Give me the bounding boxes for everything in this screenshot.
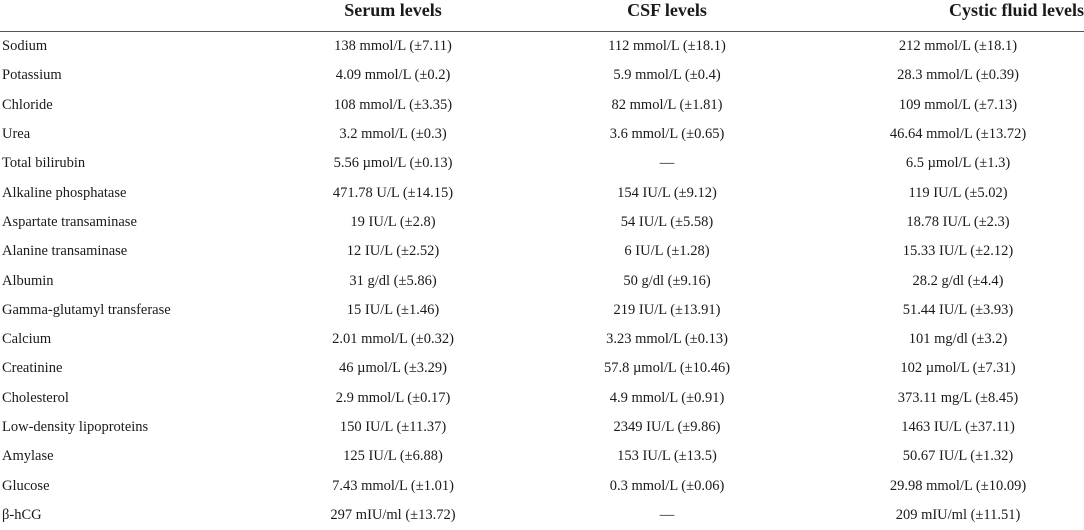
cell-csf-level: 82 mmol/L (±1.81) [530, 91, 804, 120]
cell-serum-level: 31 g/dl (±5.86) [256, 266, 530, 295]
cell-serum-level: 471.78 U/L (±14.15) [256, 178, 530, 207]
cell-serum-level: 2.9 mmol/L (±0.17) [256, 384, 530, 413]
cell-parameter: Urea [0, 120, 256, 149]
cell-serum-level: 3.2 mmol/L (±0.3) [256, 120, 530, 149]
cell-csf-level: — [530, 501, 804, 530]
cell-parameter: Calcium [0, 325, 256, 354]
table-row [0, 208, 1084, 237]
table-row [0, 442, 1084, 471]
cell-cystic-fluid-level: 209 mIU/ml (±11.51) [804, 501, 1084, 530]
cell-parameter: Aspartate transaminase [0, 208, 256, 237]
cell-csf-level: 54 IU/L (±5.58) [530, 208, 804, 237]
cell-cystic-fluid-level: 1463 IU/L (±37.11) [804, 413, 1084, 442]
table-row [0, 178, 1084, 207]
column-header-csf: CSF levels [530, 0, 804, 32]
cell-serum-level: 12 IU/L (±2.52) [256, 237, 530, 266]
cell-cystic-fluid-level: 28.3 mmol/L (±0.39) [804, 61, 1084, 90]
column-header-parameter [0, 0, 256, 32]
cell-serum-level: 7.43 mmol/L (±1.01) [256, 471, 530, 500]
cell-parameter: Potassium [0, 61, 256, 90]
cell-parameter: Low-density lipoproteins [0, 413, 256, 442]
cell-serum-level: 125 IU/L (±6.88) [256, 442, 530, 471]
cell-parameter: Albumin [0, 266, 256, 295]
table-row [0, 413, 1084, 442]
cell-serum-level: 2.01 mmol/L (±0.32) [256, 325, 530, 354]
cell-serum-level: 297 mIU/ml (±13.72) [256, 501, 530, 530]
cell-cystic-fluid-level: 6.5 µmol/L (±1.3) [804, 149, 1084, 178]
cell-cystic-fluid-level: 212 mmol/L (±18.1) [804, 32, 1084, 62]
cell-parameter: Alanine transaminase [0, 237, 256, 266]
table-row [0, 266, 1084, 295]
cell-csf-level: 153 IU/L (±13.5) [530, 442, 804, 471]
table-row [0, 296, 1084, 325]
cell-csf-level: 154 IU/L (±9.12) [530, 178, 804, 207]
cell-csf-level: 57.8 µmol/L (±10.46) [530, 354, 804, 383]
cell-cystic-fluid-level: 373.11 mg/L (±8.45) [804, 384, 1084, 413]
table-row [0, 384, 1084, 413]
cell-serum-level: 19 IU/L (±2.8) [256, 208, 530, 237]
cell-serum-level: 5.56 µmol/L (±0.13) [256, 149, 530, 178]
table-row [0, 501, 1084, 530]
cell-csf-level: 6 IU/L (±1.28) [530, 237, 804, 266]
cell-csf-level: 4.9 mmol/L (±0.91) [530, 384, 804, 413]
cell-csf-level: 0.3 mmol/L (±0.06) [530, 471, 804, 500]
cell-cystic-fluid-level: 102 µmol/L (±7.31) [804, 354, 1084, 383]
table-row [0, 471, 1084, 500]
cell-cystic-fluid-level: 28.2 g/dl (±4.4) [804, 266, 1084, 295]
cell-parameter: Amylase [0, 442, 256, 471]
cell-serum-level: 108 mmol/L (±3.35) [256, 91, 530, 120]
cell-csf-level: 112 mmol/L (±18.1) [530, 32, 804, 62]
cell-parameter: Sodium [0, 32, 256, 62]
cell-serum-level: 46 µmol/L (±3.29) [256, 354, 530, 383]
cell-parameter: β-hCG [0, 501, 256, 530]
cell-parameter: Total bilirubin [0, 149, 256, 178]
column-header-serum: Serum levels [256, 0, 530, 32]
cell-csf-level: 219 IU/L (±13.91) [530, 296, 804, 325]
cell-cystic-fluid-level: 119 IU/L (±5.02) [804, 178, 1084, 207]
cell-serum-level: 4.09 mmol/L (±0.2) [256, 61, 530, 90]
table-row [0, 91, 1084, 120]
cell-cystic-fluid-level: 29.98 mmol/L (±10.09) [804, 471, 1084, 500]
cell-parameter: Gamma-glutamyl transferase [0, 296, 256, 325]
cell-cystic-fluid-level: 50.67 IU/L (±1.32) [804, 442, 1084, 471]
cell-cystic-fluid-level: 18.78 IU/L (±2.3) [804, 208, 1084, 237]
cell-serum-level: 150 IU/L (±11.37) [256, 413, 530, 442]
cell-serum-level: 138 mmol/L (±7.11) [256, 32, 530, 62]
cell-parameter: Alkaline phosphatase [0, 178, 256, 207]
cell-cystic-fluid-level: 51.44 IU/L (±3.93) [804, 296, 1084, 325]
cell-cystic-fluid-level: 46.64 mmol/L (±13.72) [804, 120, 1084, 149]
table-row [0, 237, 1084, 266]
cell-parameter: Chloride [0, 91, 256, 120]
table-row [0, 61, 1084, 90]
table-row [0, 120, 1084, 149]
table-row [0, 32, 1084, 62]
cell-cystic-fluid-level: 15.33 IU/L (±2.12) [804, 237, 1084, 266]
cell-csf-level: — [530, 149, 804, 178]
table-row [0, 149, 1084, 178]
table-header-row [0, 0, 1084, 32]
cell-csf-level: 2349 IU/L (±9.86) [530, 413, 804, 442]
cell-parameter: Glucose [0, 471, 256, 500]
column-header-cystic-fluid: Cystic fluid levels [804, 0, 1084, 32]
cell-cystic-fluid-level: 109 mmol/L (±7.13) [804, 91, 1084, 120]
cell-csf-level: 3.23 mmol/L (±0.13) [530, 325, 804, 354]
cell-csf-level: 5.9 mmol/L (±0.4) [530, 61, 804, 90]
cell-csf-level: 50 g/dl (±9.16) [530, 266, 804, 295]
table-row [0, 325, 1084, 354]
cell-csf-level: 3.6 mmol/L (±0.65) [530, 120, 804, 149]
cell-parameter: Creatinine [0, 354, 256, 383]
cell-serum-level: 15 IU/L (±1.46) [256, 296, 530, 325]
table-row [0, 354, 1084, 383]
table-body [0, 32, 1084, 530]
cell-parameter: Cholesterol [0, 384, 256, 413]
cell-cystic-fluid-level: 101 mg/dl (±3.2) [804, 325, 1084, 354]
